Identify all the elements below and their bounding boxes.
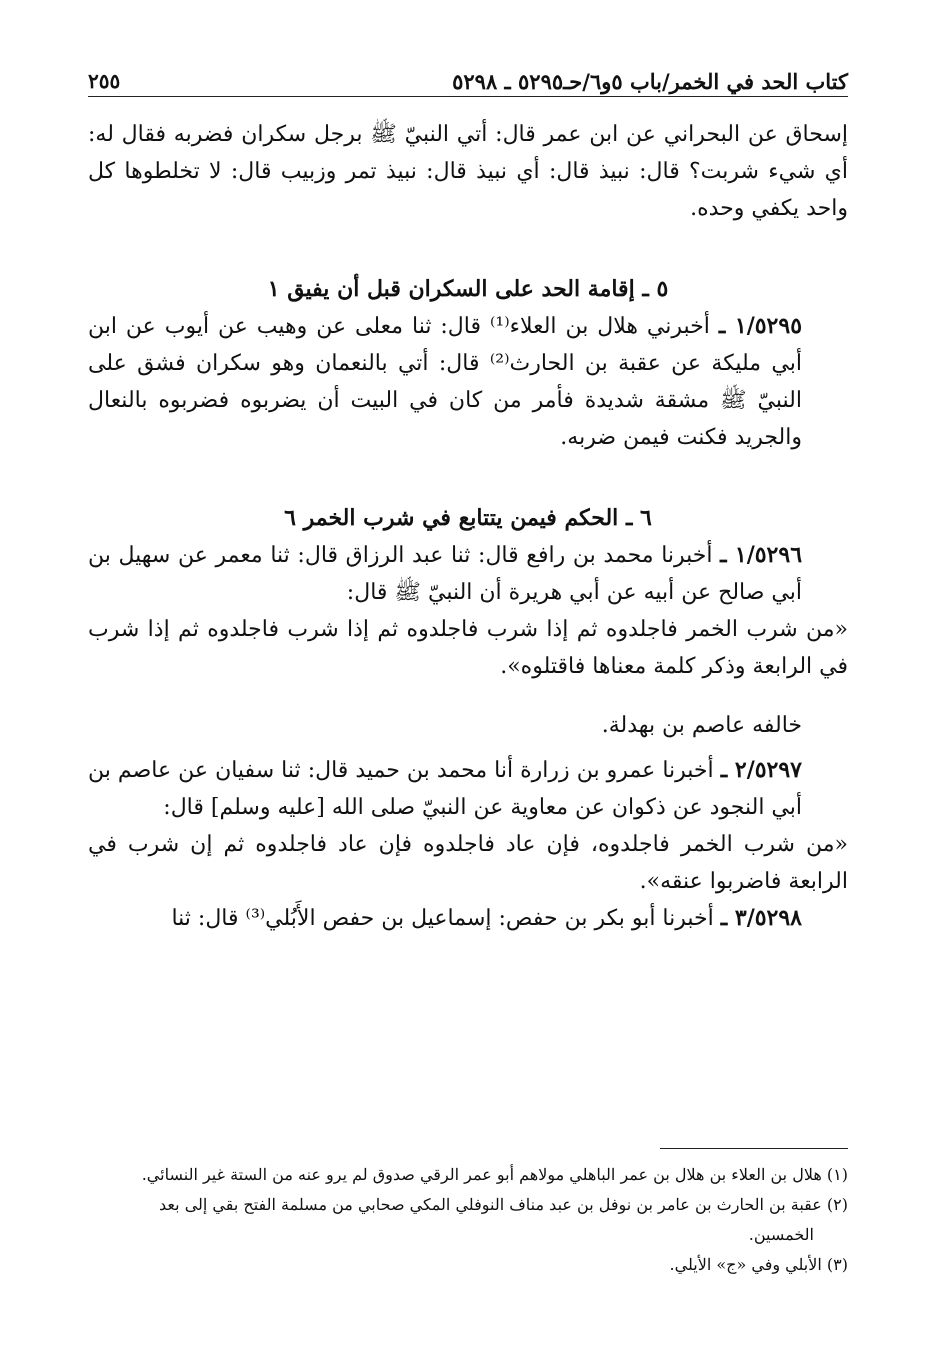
main-text (88, 116, 848, 937)
khalafa-note: خالفه عاصم بن بهدلة. (601, 713, 802, 738)
hadith-number: ٣/٥٢٩٨ ـ (720, 905, 802, 931)
chapter-heading-6: ٦ ـ الحكم فيمن يتتابع في شرب الخمر ٦ (284, 505, 652, 531)
hadith-5297-quote: «من شرب الخمر فاجلدوه، فإن عاد فاجلدوه فإن عاد فاجلدوه ثم إن شرب في الرابعة فاضربوا عنقه». (88, 832, 848, 894)
hadith-5296-quote: «من شرب الخمر فاجلدوه ثم إذا شرب فاجلدوه ثم إذا شرب فاجلدوه ثم إذا شرب في الرابعة وذكر كلمة معناها فاقتلوه». (88, 617, 848, 679)
hadith-text: أخبرني هلال بن العلاء⁽¹⁾ قال: ثنا معلى عن وهيب عن أيوب عن ابن أبي مليكة عن عقبة بن الحارث⁽²⁾ قال: أتي بالنعمان وهو سكران فشق على النبيّ ﷺ مشقة شديدة فأمر من كان في البيت أن يضربوه فضربوه بالنعال والجريد فكنت فيمن ضربه. (88, 314, 802, 450)
chapter-heading-5: ٥ ـ إقامة الحد على السكران قبل أن يفيق ١ (267, 276, 669, 302)
hadith-text: أخبرنا أبو بكر بن حفص: إسماعيل بن حفص الأَبُلي⁽³⁾ قال: ثنا (171, 906, 714, 931)
footnote-divider (660, 1148, 848, 1149)
page-header (88, 66, 848, 97)
hadith-5298 (88, 900, 848, 937)
running-title: كتاب الحد في الخمر/باب ٥و٦/حـ٥٢٩٥ ـ ٥٢٩٨ (452, 68, 848, 94)
hadith-text: أخبرنا محمد بن رافع قال: ثنا عبد الرزاق قال: ثنا معمر عن سهيل بن أبي صالح عن أبيه عن أبي هريرة أن النبيّ ﷺ قال: (88, 543, 802, 605)
hadith-5295 (88, 308, 848, 456)
hadith-number: ١/٥٢٩٥ ـ (718, 313, 803, 339)
footnotes (88, 1160, 848, 1280)
footnote-3: (٣) الأبلي وفي «ج» الأيلي. (669, 1255, 848, 1274)
footnote-2-continued: الخمسين. (748, 1225, 814, 1244)
hadith-5297 (88, 752, 848, 826)
hadith-5296 (88, 537, 848, 611)
intro-paragraph: إسحاق عن البحراني عن ابن عمر قال: أتي النبيّ ﷺ برجل سكران فضربه فقال له: أي شيء شربت؟ قال: نبيذ قال: أي نبيذ قال: نبيذ تمر وزبيب قال: لا تخلطوها كل واحد يكفي وحده. (88, 122, 848, 221)
hadith-number: ٢/٥٢٩٧ ـ (720, 757, 802, 783)
hadith-number: ١/٥٢٩٦ ـ (720, 542, 803, 568)
hadith-text: أخبرنا عمرو بن زرارة أنا محمد بن حميد قال: ثنا سفيان عن عاصم بن أبي النجود عن ذكوان عن معاوية عن النبيّ صلى الله [عليه وسلم] قال: (88, 758, 802, 820)
page-number: ٢٥٥ (88, 69, 121, 93)
footnote-2: (٢) عقبة بن الحارث بن عامر بن نوفل بن عبد مناف النوفلي المكي صحابي من مسلمة الفتح بقي إلى بعد (159, 1195, 848, 1214)
footnote-1: (١) هلال بن العلاء بن هلال بن عمر الباهلي مولاهم أبو عمر الرقي صدوق لم يرو عنه من الستة غير النسائي. (141, 1165, 848, 1184)
